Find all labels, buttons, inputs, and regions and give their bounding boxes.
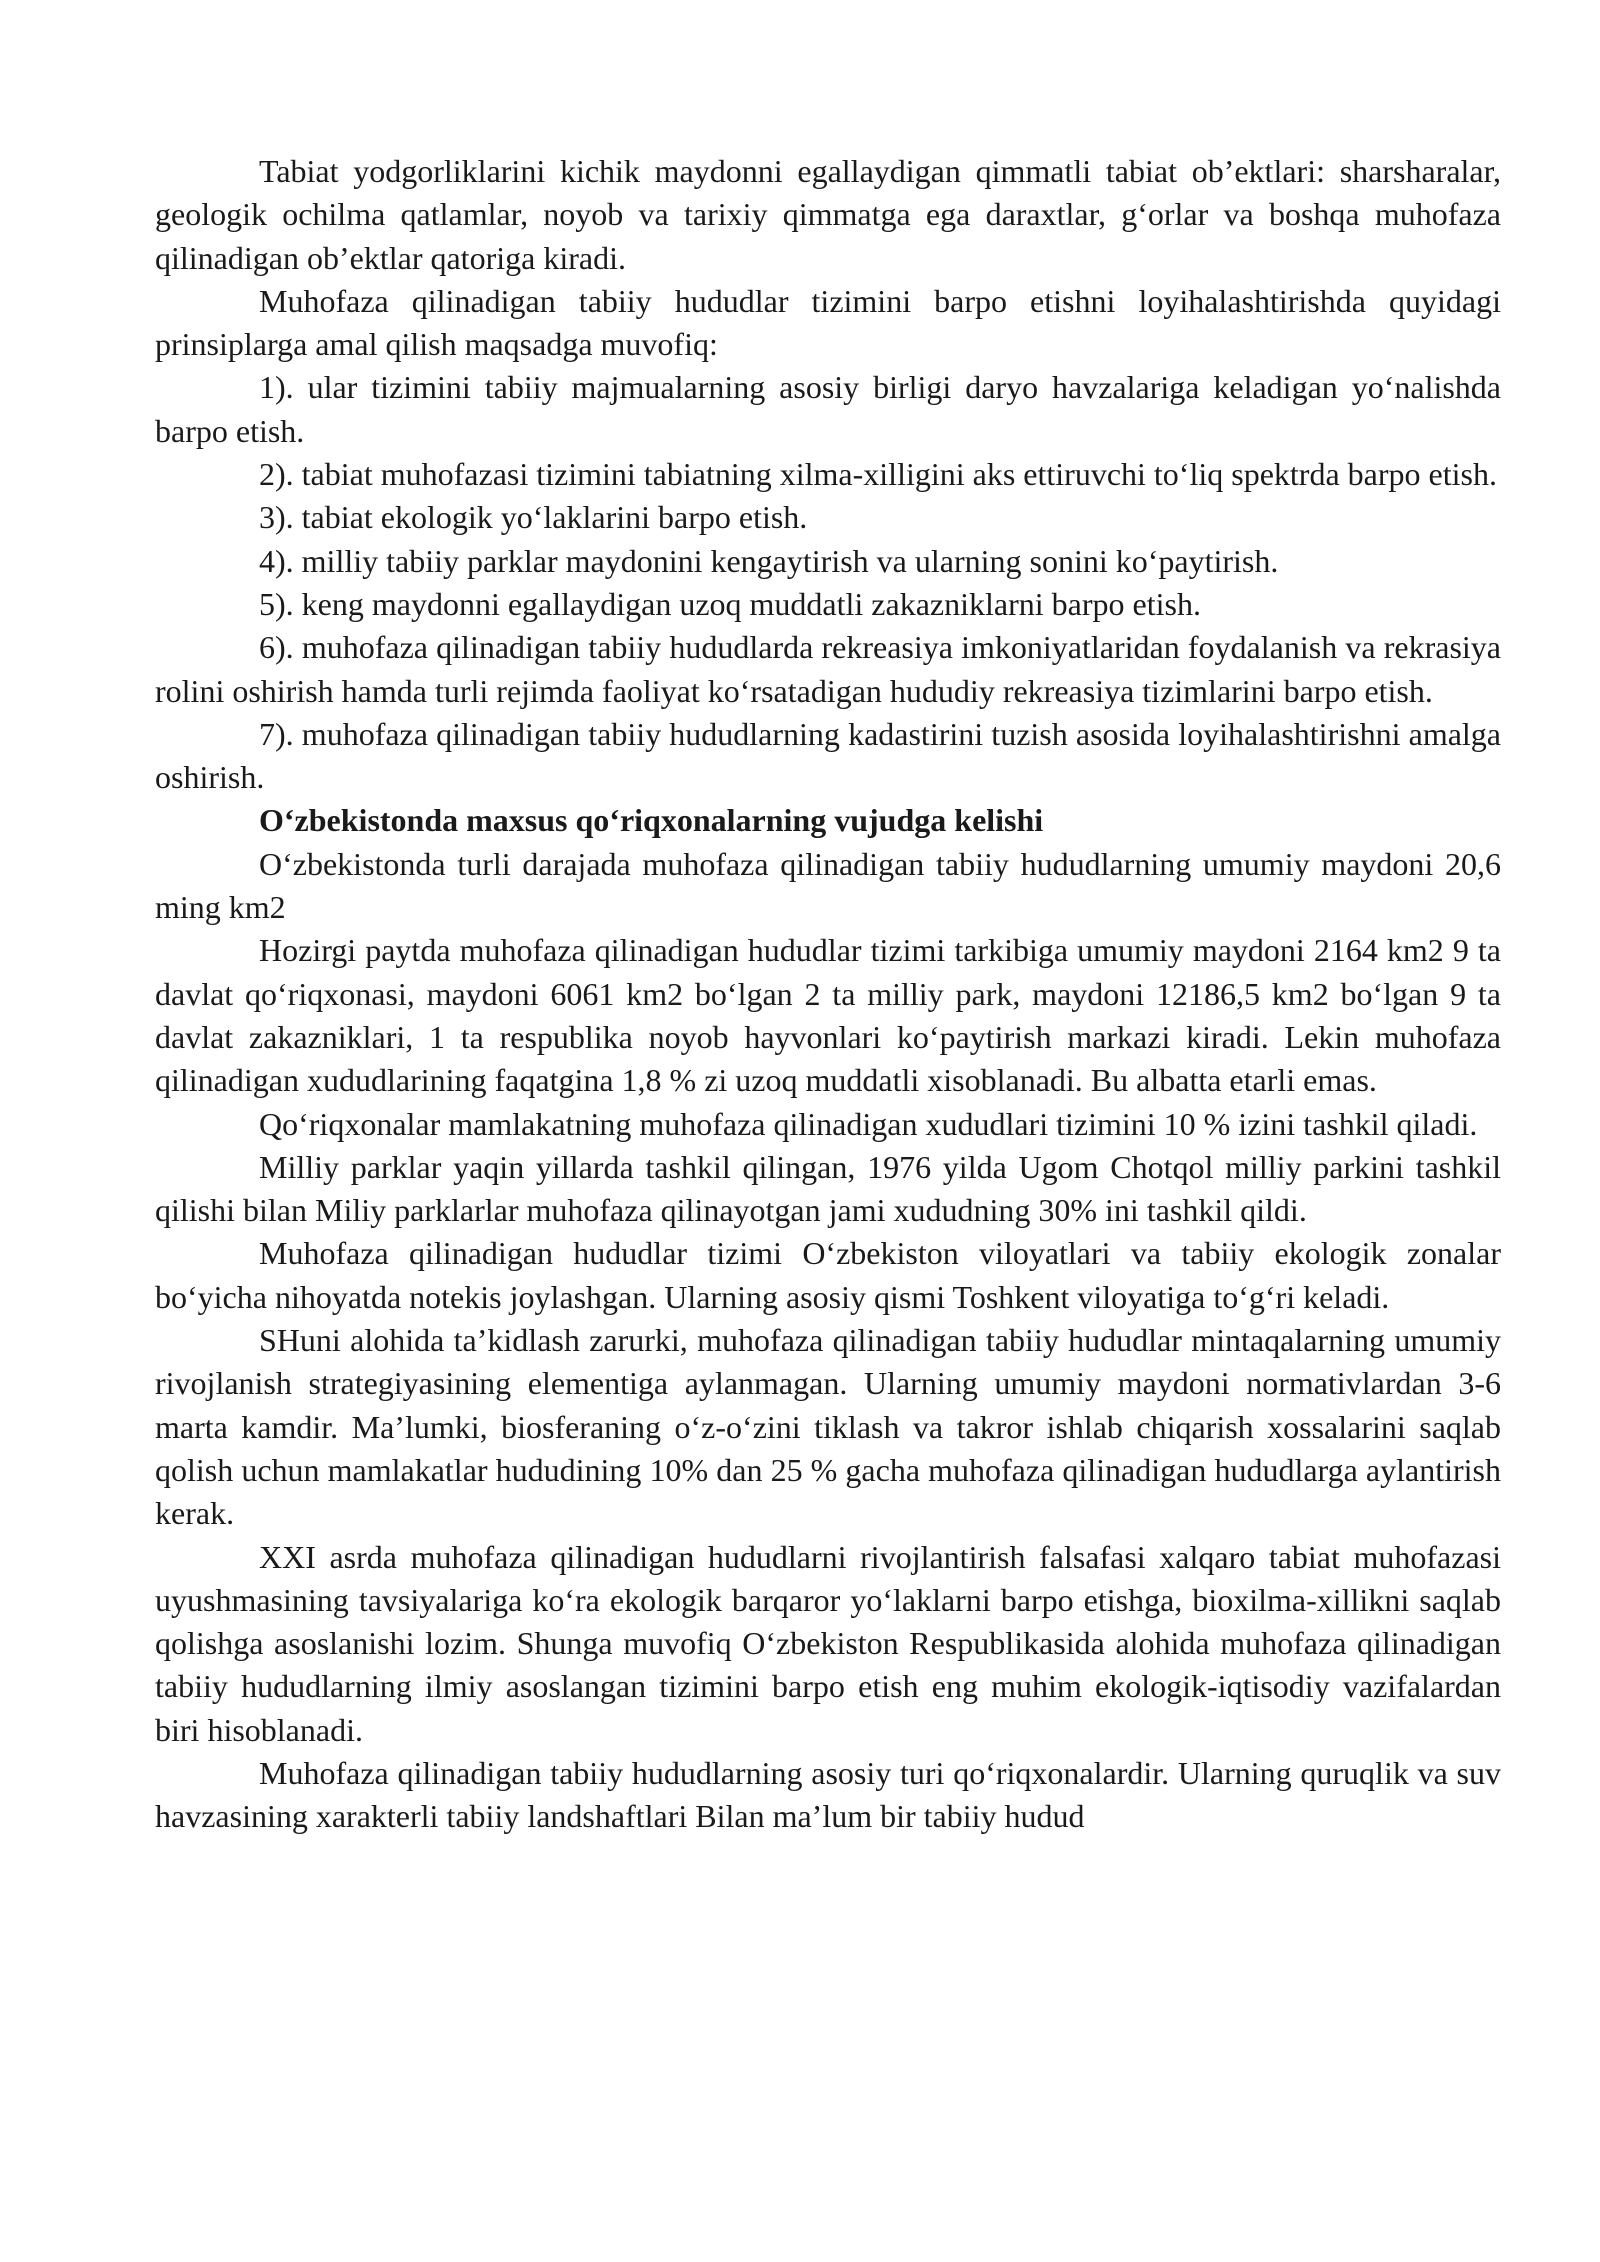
- list-item-principle-1: 1). ular tizimini tabiiy majmualarning asosiy birligi daryo havzalariga keladigan yo‘nalishda barpo etish.: [155, 369, 1501, 449]
- list-item-principle-6: 6). muhofaza qilinadigan tabiiy hududlarda rekreasiya imkoniyatlaridan foydalanish va rekrasiya rolini oshirish hamda turli rejimda faoliyat ko‘rsatadigan hududiy rekreasiya tizimlarini barpo etish.: [155, 629, 1501, 709]
- list-item-principle-3: 3). tabiat ekologik yo‘laklarini barpo etish.: [259, 499, 808, 536]
- list-item-principle-5: 5). keng maydonni egallaydigan uzoq muddatli zakazniklarni barpo etish.: [259, 585, 1201, 622]
- paragraph-total-area: O‘zbekistonda turli darajada muhofaza qilinadigan tabiiy hududlarning umumiy maydoni 20,6 ming km2: [155, 845, 1501, 926]
- list-item-principle-7: 7). muhofaza qilinadigan tabiiy hududlarning kadastirini tuzish asosida loyihalashtirishni amalga oshirish.: [155, 715, 1501, 796]
- paragraph-reserves-share: Qo‘riqxonalar mamlakatning muhofaza qilinadigan xududlari tizimini 10 % izini tashkil qiladi.: [259, 1105, 1478, 1142]
- paragraph-reserves-main-type: Muhofaza qilinadigan tabiiy hududlarning asosiy turi qo‘riqxonalardir. Ularning quruqlik va suv havzasining xarakterli tabiiy landshaftlari Bilan ma’lum bir tabiiy hudud: [155, 1754, 1501, 1835]
- paragraph-distribution: Muhofaza qilinadigan hududlar tizimi O‘zbekiston viloyatlari va tabiiy ekologik zonalar bo‘yicha nihoyatda notekis joylashgan. Ularning asosiy qismi Toshkent viloyatiga to‘g‘ri keladi.: [155, 1235, 1501, 1315]
- paragraph-21st-century: XXI asrda muhofaza qilinadigan hududlarni rivojlantirish falsafasi xalqaro tabiat muhofazasi uyushmasining tavsiyalariga ko‘ra ekologik barqaror yo‘laklarni barpo etishga, bioxilma-xillikni saqlab qolishga asoslanishi lozim. Shunga muvofiq O‘zbekiston Respublikasida alohida muhofaza qilinadigan tabiiy hududlarning ilmiy asoslangan tizimini barpo etish eng muhim ekologik-iqtisodiy vazifalardan biri hisoblanadi.: [155, 1538, 1501, 1748]
- paragraph-natural-monuments: Tabiat yodgorliklarini kichik maydonni egallaydigan qimmatli tabiat ob’ektlari: sharsharalar, geologik ochilma qatlamlar, noyob va tarixiy qimmatga ega daraxtlar, g‘orlar va boshqa muhofaza qilinadigan ob’ektlar qatoriga kiradi.: [155, 153, 1501, 276]
- section-heading: O‘zbekistonda maxsus qo‘riqxonalarning vujudga kelishi: [259, 802, 1044, 839]
- list-item-principle-4: 4). milliy tabiiy parklar maydonini kengaytirish va ularning sonini ko‘paytirish.: [259, 542, 1279, 579]
- document-page: [155, 150, 1501, 1839]
- paragraph-strategy-note: SHuni alohida ta’kidlash zarurki, muhofaza qilinadigan tabiiy hududlar mintaqalarning umumiy rivojlanish strategiyasining elementiga aylanmagan. Ularning umumiy maydoni normativlardan 3-6 marta kamdir. Ma’lumki, biosferaning o‘z-o‘zini tiklash va takror ishlab chiqarish xossalarini saqlab qolish uchun mamlakatlar hududining 10% dan 25 % gacha muhofaza qilinadigan hududlarga aylantirish kerak.: [155, 1322, 1501, 1532]
- paragraph-design-principles-intro: Muhofaza qilinadigan tabiiy hududlar tizimini barpo etishni loyihalashtirishda quyidagi prinsiplarga amal qilish maqsadga muvofiq:: [155, 282, 1501, 363]
- paragraph-national-parks: Milliy parklar yaqin yillarda tashkil qilingan, 1976 yilda Ugom Chotqol milliy parkini tashkil qilishi bilan Miliy parklarlar muhofaza qilinayotgan jami xududning 30% ini tashkil qildi.: [155, 1148, 1501, 1229]
- paragraph-current-system: Hozirgi paytda muhofaza qilinadigan hududlar tizimi tarkibiga umumiy maydoni 2164 km2 9 ta davlat qo‘riqxonasi, maydoni 6061 km2 bo‘lgan 2 ta milliy park, maydoni 12186,5 km2 bo‘lgan 9 ta davlat zakazniklari, 1 ta respublika noyob hayvonlari ko‘paytirish markazi kiradi. Lekin muhofaza qilinadigan xududlarining faqatgina 1,8 % zi uzoq muddatli xisoblanadi. Bu albatta etarli emas.: [155, 932, 1501, 1099]
- list-item-principle-2: 2). tabiat muhofazasi tizimini tabiatning xilma-xilligini aks ettiruvchi to‘liq spektrda barpo etish.: [259, 456, 1497, 493]
